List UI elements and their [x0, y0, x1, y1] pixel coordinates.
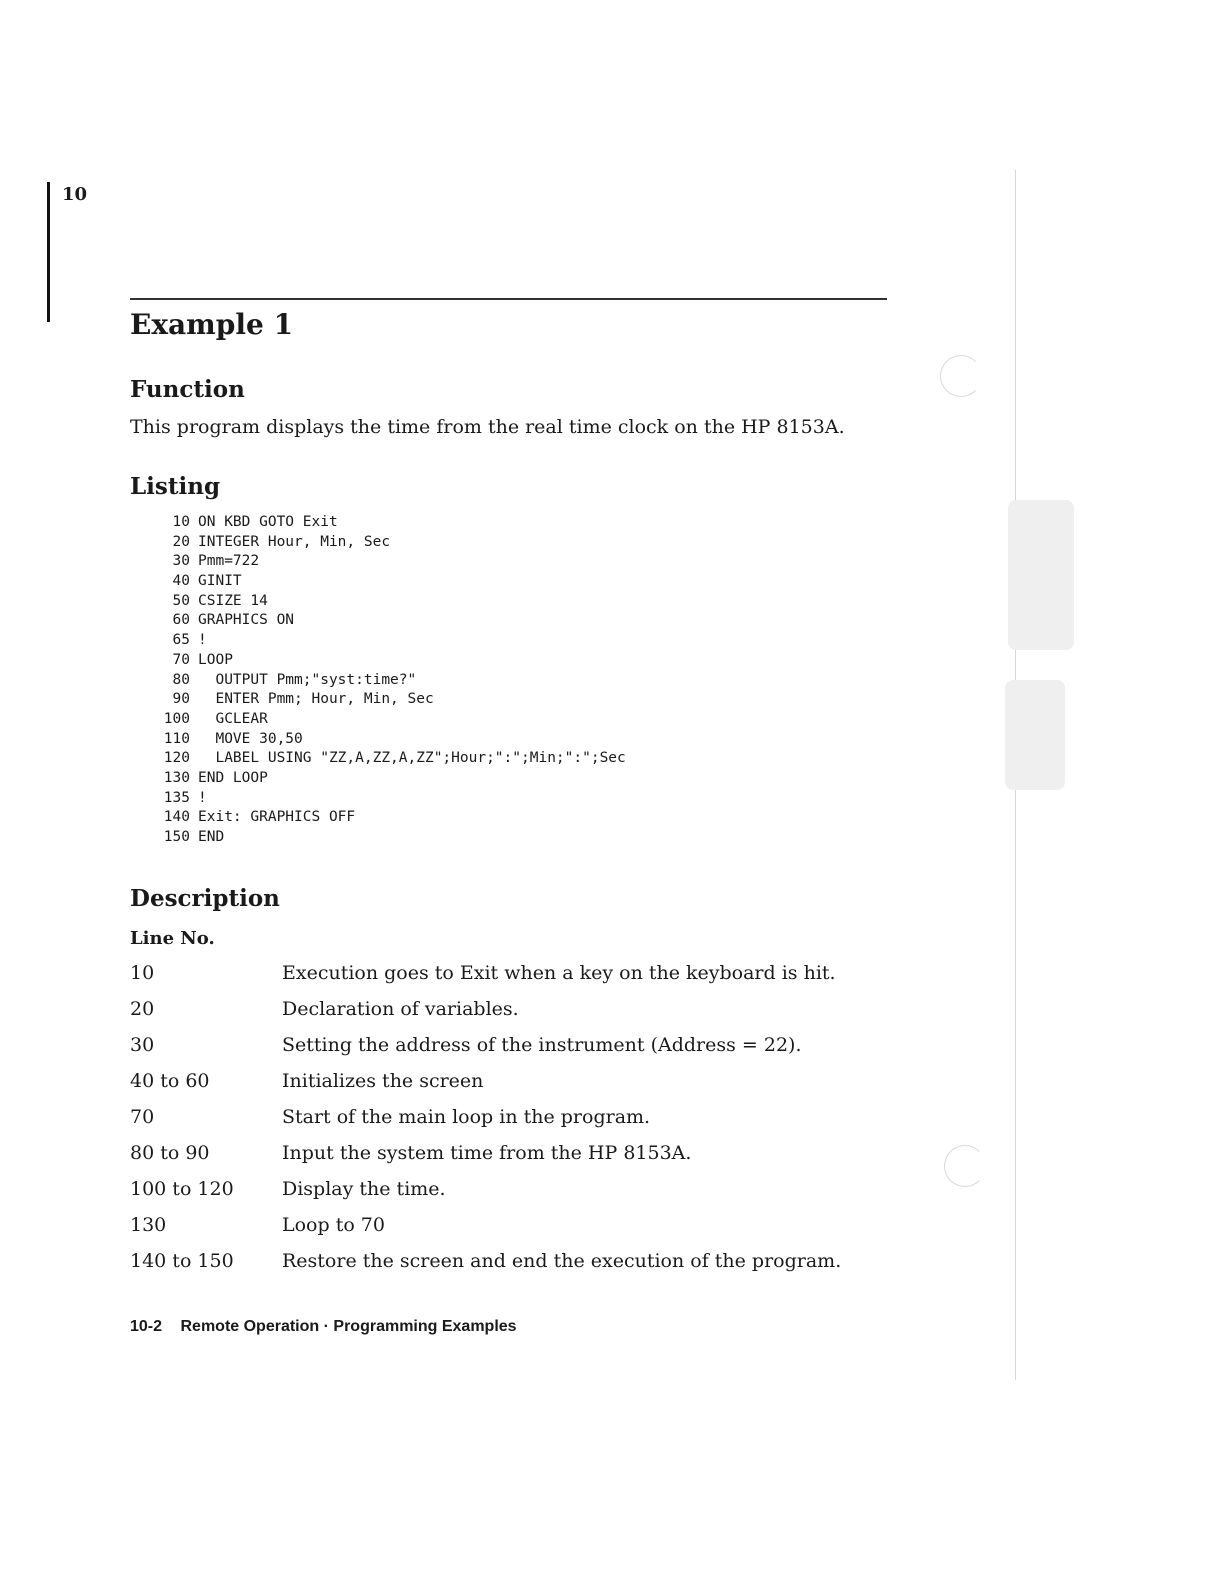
code-line	[150, 789, 626, 809]
code-line	[150, 769, 626, 789]
code-statement: Exit: GRAPHICS OFF	[198, 809, 356, 826]
code-statement: LABEL USING "ZZ,A,ZZ,A,ZZ";Hour;":";Min;":";Sec	[198, 750, 626, 767]
description-row	[130, 960, 841, 996]
description-row	[130, 1068, 841, 1104]
code-line	[150, 552, 626, 572]
description-line-number: 30	[130, 1034, 155, 1056]
code-statement: ON KBD GOTO Exit	[198, 514, 338, 530]
binder-hole-icon	[944, 1145, 986, 1187]
code-line-number: 10	[172, 514, 190, 530]
code-statement: END	[198, 829, 225, 845]
code-line-number: 150	[163, 829, 190, 845]
code-line-number: 30	[172, 553, 190, 570]
description-line-number: 80 to 90	[130, 1142, 210, 1164]
code-line-number: 60	[172, 612, 190, 629]
code-line-number: 50	[172, 592, 190, 609]
description-text: Input the system time from the HP 8153A.	[282, 1142, 692, 1164]
chapter-marker-bar	[47, 182, 50, 322]
scan-shadow	[1005, 680, 1065, 790]
description-row	[130, 1176, 841, 1212]
section-rule	[130, 298, 887, 300]
description-text: Setting the address of the instrument (Address = 22).	[282, 1034, 802, 1056]
description-row	[130, 1032, 841, 1068]
line-number-column-header: Line No.	[130, 928, 215, 949]
code-line	[150, 749, 626, 769]
code-statement: GCLEAR	[198, 710, 268, 727]
code-line-number: 20	[172, 533, 190, 550]
code-line	[150, 611, 626, 631]
scan-shadow	[1008, 500, 1074, 650]
code-line	[150, 513, 626, 533]
code-line-number: 40	[172, 573, 190, 590]
code-statement: END LOOP	[198, 769, 268, 786]
code-line	[150, 671, 626, 691]
page-footer	[130, 1318, 517, 1336]
code-statement: GRAPHICS ON	[198, 612, 295, 629]
code-line	[150, 690, 626, 710]
description-text: Initializes the screen	[282, 1070, 484, 1092]
function-heading: Function	[130, 376, 245, 403]
description-row	[130, 996, 841, 1032]
code-line-number: 110	[163, 730, 190, 747]
description-text: Execution goes to Exit when a key on the keyboard is hit.	[282, 962, 836, 984]
code-statement: INTEGER Hour, Min, Sec	[198, 533, 391, 550]
chapter-number: 10	[62, 184, 88, 205]
code-line-number: 130	[163, 769, 190, 786]
code-line	[150, 710, 626, 730]
page-title: Example 1	[130, 308, 294, 341]
description-line-number: 40 to 60	[130, 1070, 210, 1092]
description-text: Start of the main loop in the program.	[282, 1106, 651, 1128]
description-row	[130, 1104, 841, 1140]
code-line-number: 65	[172, 632, 190, 649]
code-listing	[150, 513, 626, 848]
code-line	[150, 828, 626, 848]
code-line-number: 70	[172, 651, 190, 668]
description-text: Restore the screen and end the execution of the program.	[282, 1250, 842, 1272]
description-table	[130, 960, 841, 1284]
code-statement: ENTER Pmm; Hour, Min, Sec	[198, 691, 434, 708]
description-line-number: 10	[130, 962, 155, 984]
code-statement: LOOP	[198, 651, 233, 668]
function-text: This program displays the time from the real time clock on the HP 8153A.	[130, 416, 845, 438]
code-line-number: 135	[163, 789, 190, 806]
description-line-number: 100 to 120	[130, 1178, 234, 1200]
code-line	[150, 808, 626, 828]
code-statement: !	[198, 789, 207, 806]
code-line-number: 120	[163, 750, 190, 767]
description-row	[130, 1140, 841, 1176]
code-line-number: 80	[172, 671, 190, 688]
listing-heading: Listing	[130, 473, 221, 500]
code-line	[150, 592, 626, 612]
footer-text: Remote Operation · Programming Examples	[180, 1318, 517, 1335]
description-line-number: 130	[130, 1214, 167, 1236]
code-statement: !	[198, 632, 207, 649]
code-line	[150, 631, 626, 651]
description-line-number: 20	[130, 998, 155, 1020]
description-row	[130, 1248, 841, 1284]
description-text: Declaration of variables.	[282, 998, 519, 1020]
code-line	[150, 572, 626, 592]
page-number: 10-2	[130, 1318, 163, 1335]
description-line-number: 140 to 150	[130, 1250, 234, 1272]
code-line	[150, 651, 626, 671]
code-statement: CSIZE 14	[198, 592, 268, 609]
description-row	[130, 1212, 841, 1248]
binder-hole-icon	[940, 355, 982, 397]
code-line-number: 90	[172, 691, 190, 708]
code-line-number: 100	[163, 710, 190, 727]
code-line	[150, 730, 626, 750]
code-statement: GINIT	[198, 573, 242, 590]
description-line-number: 70	[130, 1106, 155, 1128]
description-heading: Description	[130, 885, 280, 912]
code-statement: Pmm=722	[198, 553, 260, 570]
code-line	[150, 533, 626, 553]
code-statement: OUTPUT Pmm;"syst:time?"	[198, 671, 417, 688]
description-text: Display the time.	[282, 1178, 446, 1200]
code-statement: MOVE 30,50	[198, 730, 303, 747]
description-text: Loop to 70	[282, 1214, 385, 1236]
code-line-number: 140	[163, 809, 190, 826]
